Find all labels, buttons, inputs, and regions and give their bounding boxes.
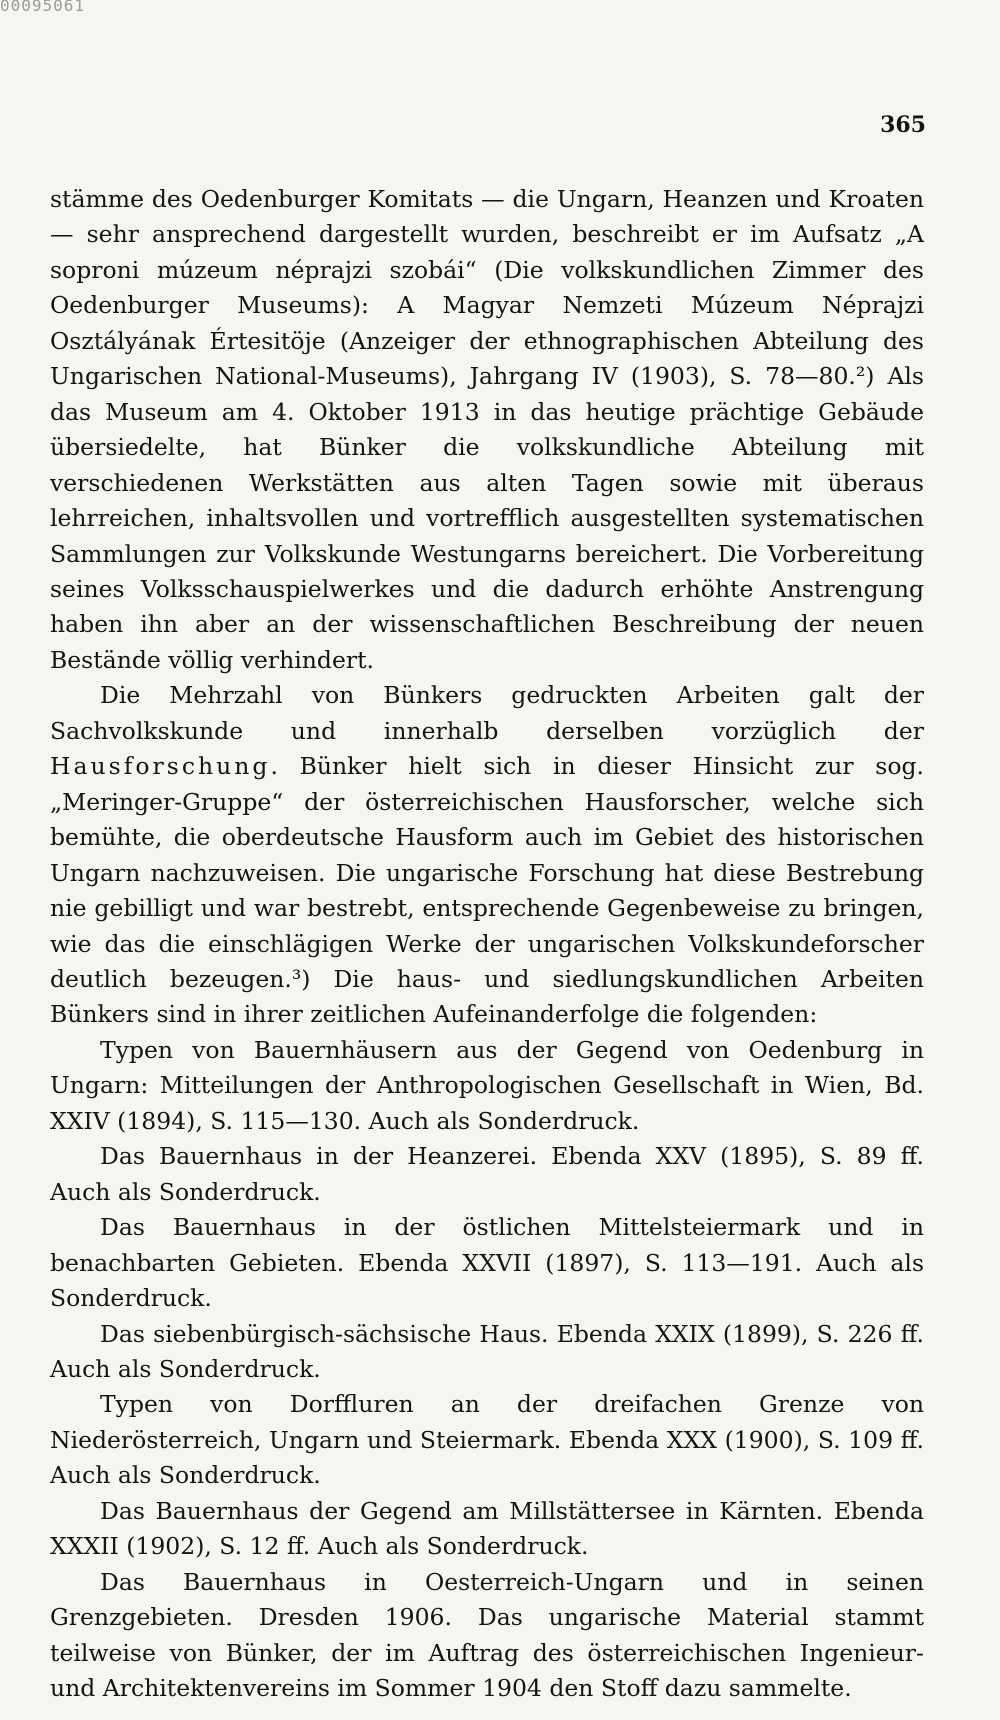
bibliography-entry: Das Bauernhaus in der östlichen Mittelsteiermark und in benachbarten Gebieten. Ebenda XXVII (1897), S. 113—191. Auch als Sonderdruck. xyxy=(50,1213,924,1313)
page-number: 365 xyxy=(880,112,926,138)
bibliography-entry: Das Bauernhaus in der Heanzerei. Ebenda XXV (1895), S. 89 ff. Auch als Sonderdruck. xyxy=(50,1142,924,1206)
bibliography-entry: Typen von Dorffluren an der dreifachen Grenze von Niederösterreich, Ungarn und Steiermark. Ebenda XXX (1900), S. 109 ff. Auch als Sonderdruck. xyxy=(50,1390,924,1490)
paragraph-intro: stämme des Oedenburger Komitats — die Ungarn, Heanzen und Kroaten — sehr ansprechend dargestellt wurden, beschreibt er im Aufsatz „A soproni múzeum néprajzi szobái“ (Die volkskundlichen Zimmer des Oedenburger Museums): A Magyar Nemzeti Múzeum Néprajzi Osztályának Értesitöje (Anzeiger der ethnographischen Abteilung des Ungarischen National-Museums), Jahrgang IV (1903), S. 78—80.²) Als das Museum am 4. Oktober 1913 in das heutige prächtige Gebäude übersiedelte, hat Bünker die volkskundliche Abteilung mit verschiedenen Werkstätten aus alten Tagen sowie mit überaus lehrreichen, inhaltsvollen und vortrefflich ausgestellten systematischen Sammlungen zur Volkskunde Westungarns bereichert. Die Vorbereitung seines Volksschauspielwerkes und die dadurch erhöhte Anstrengung haben ihn aber an der wissenschaftlichen Beschreibung der neuen Bestände völlig verhindert. xyxy=(50,185,924,674)
emphasized-term: Hausforschung xyxy=(50,752,271,781)
paragraph-text: Die Mehrzahl von Bünkers gedruckten Arbeiten galt der Sachvolkskunde und innerhalb derselben vorzüglich der xyxy=(50,681,924,745)
archive-id: 00095061 xyxy=(0,0,86,15)
paragraph-text: . Bünker hielt sich in dieser Hinsicht zur sog. „Meringer-Gruppe“ der österreichischen Hausforscher, welche sich bemühte, die oberdeutsche Hausform auch im Gebiet des historischen Ungarn nachzuweisen. Die ungarische Forschung hat diese Bestrebung nie gebilligt und war bestrebt, entsprechende Gegenbeweise zu bringen, wie das die einschlägigen Werke der ungarischen Volkskundeforscher deutlich bezeugen.³) Die haus- und siedlungskundlichen Arbeiten Bünkers sind in ihrer zeitlichen Aufeinanderfolge die folgenden: xyxy=(50,752,924,1029)
body-text xyxy=(50,182,924,1706)
bibliography-entry: Das Bauernhaus der Gegend am Millstättersee in Kärnten. Ebenda XXXII (1902), S. 12 ff. Auch als Sonderdruck. xyxy=(50,1496,924,1561)
paragraph-hausforschung xyxy=(50,678,924,1033)
bibliography-entry: Typen von Bauernhäusern aus der Gegend von Oedenburg in Ungarn: Mitteilungen der Anthropologischen Gesellschaft in Wien, Bd. XXIV (1894), S. 115—130. Auch als Sonderdruck. xyxy=(50,1035,924,1135)
bibliography-entry: Das siebenbürgisch-sächsische Haus. Ebenda XXIX (1899), S. 226 ff. Auch als Sonderdruck. xyxy=(50,1319,924,1383)
bibliography-entry: Das Bauernhaus in Oesterreich-Ungarn und in seinen Grenzgebieten. Dresden 1906. Das ungarische Material stammt teilweise von Bünker, der im Auftrag des österreichischen Ingenieur- und Architektenvereins im Sommer 1904 den Stoff dazu sammelte. xyxy=(50,1567,924,1703)
